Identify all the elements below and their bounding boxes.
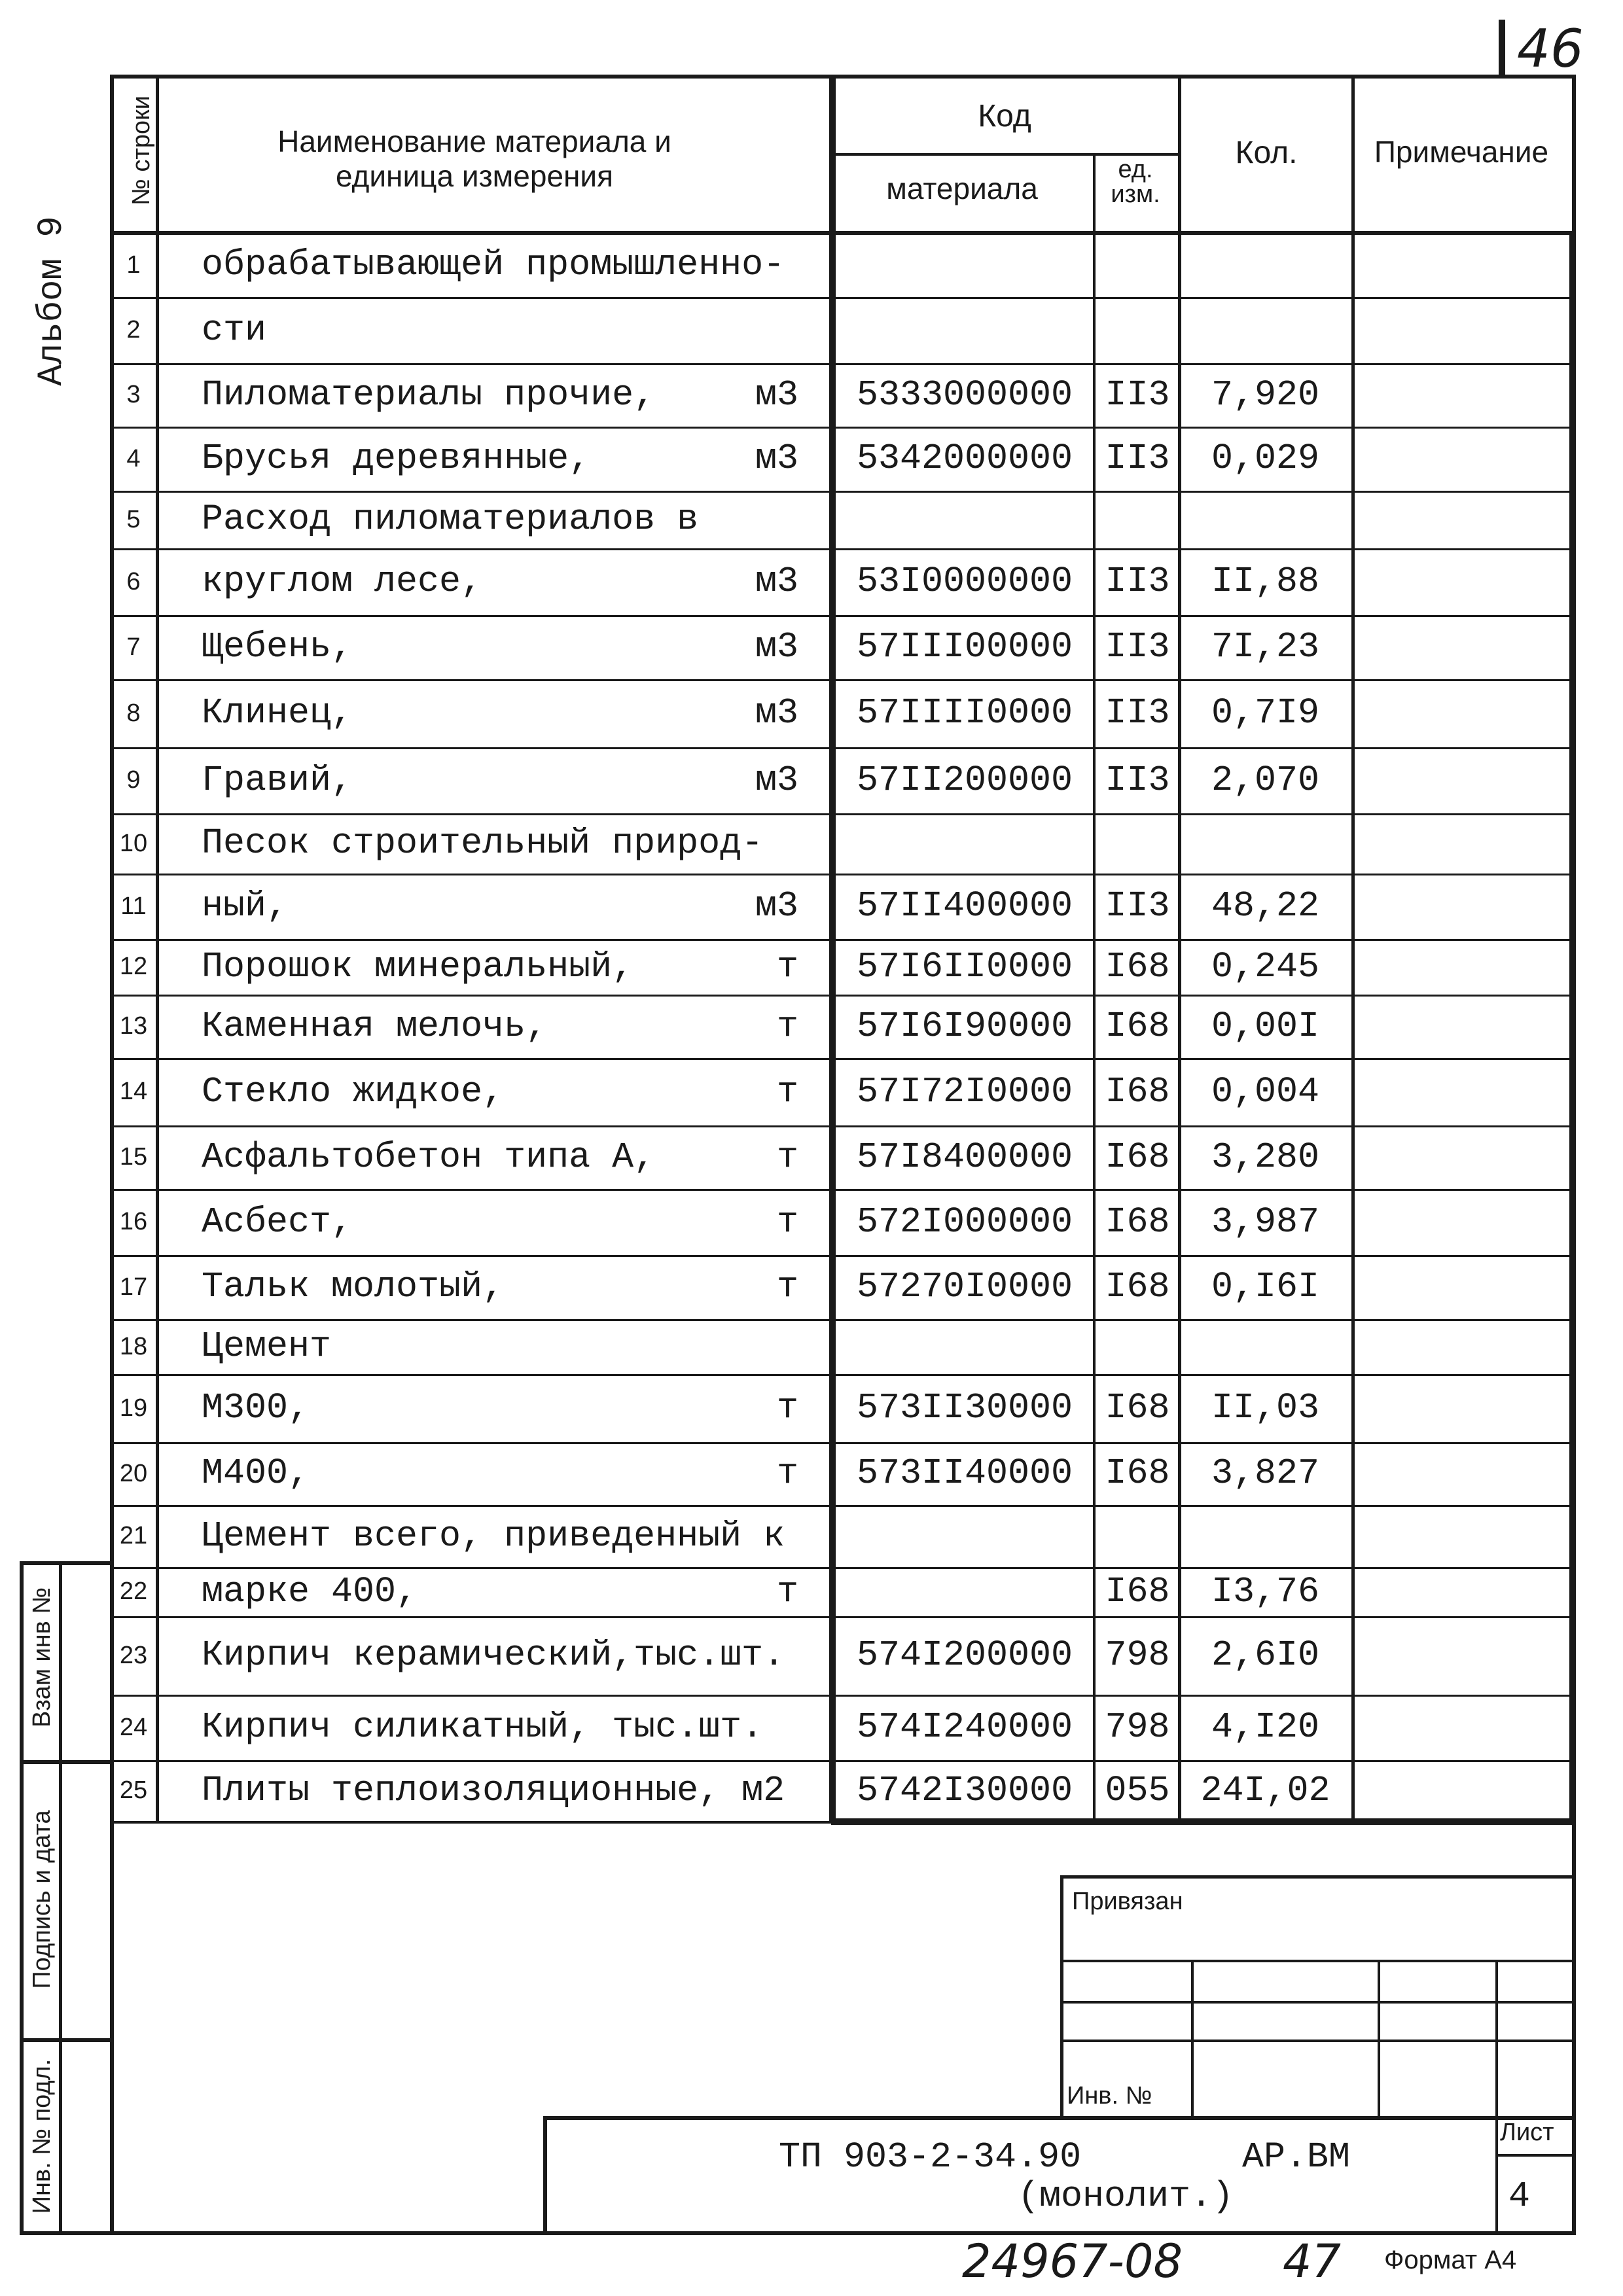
quantity: 0,7I9 bbox=[1211, 692, 1320, 733]
header-row-number: № строки bbox=[128, 96, 155, 205]
title-block-line bbox=[1378, 1960, 1380, 2117]
quantity: II,03 bbox=[1211, 1387, 1320, 1428]
title-block-line bbox=[1060, 1960, 1576, 1962]
material-code: 57I6I90000 bbox=[856, 1006, 1073, 1047]
material-name: Кирпич керамический,тыс.шт. bbox=[202, 1634, 785, 1676]
row-number: 15 bbox=[119, 1143, 148, 1171]
bound-to-label: Привязан bbox=[1072, 1888, 1183, 1915]
table-bottom-line bbox=[110, 1821, 831, 1824]
unit bbox=[726, 813, 798, 874]
material-code: 57270I0000 bbox=[856, 1266, 1073, 1307]
section: АР.ВМ bbox=[1242, 2136, 1351, 2178]
quantity: 24I,02 bbox=[1200, 1770, 1330, 1811]
row-number: 25 bbox=[119, 1776, 148, 1804]
title-block-line bbox=[1060, 2001, 1576, 2004]
unit: т bbox=[776, 1201, 798, 1243]
row-number: 23 bbox=[119, 1642, 148, 1669]
unit: м3 bbox=[755, 692, 798, 733]
material-code: 57II200000 bbox=[856, 760, 1073, 801]
material-code: 574I200000 bbox=[856, 1634, 1073, 1676]
unit-code: II3 bbox=[1105, 438, 1170, 479]
title-block-line bbox=[543, 2116, 1576, 2120]
quantity bbox=[1182, 1319, 1349, 1374]
row-number: 4 bbox=[126, 445, 141, 472]
header-quantity: Кол. bbox=[1235, 135, 1298, 170]
table-row bbox=[0, 1505, 1623, 1567]
table-row bbox=[0, 1058, 1623, 1125]
row-number: 19 bbox=[119, 1394, 148, 1422]
material-name: Каменная мелочь, bbox=[202, 1006, 548, 1047]
material-code bbox=[836, 491, 1093, 548]
row-number: 12 bbox=[119, 953, 148, 980]
unit bbox=[726, 1505, 798, 1567]
title-block-line bbox=[1495, 2154, 1576, 2157]
unit-code: II3 bbox=[1105, 626, 1170, 667]
material-code bbox=[836, 813, 1093, 874]
material-code: 573II30000 bbox=[856, 1387, 1073, 1428]
material-name: Асбест, bbox=[202, 1201, 353, 1243]
material-name: Песок строительный природ- bbox=[202, 822, 764, 864]
unit-code bbox=[1097, 491, 1178, 548]
table-row bbox=[0, 615, 1623, 679]
unit-code: II3 bbox=[1105, 374, 1170, 415]
unit: т bbox=[776, 1387, 798, 1428]
material-name: Асфальтобетон типа А, bbox=[202, 1137, 656, 1178]
unit: м3 bbox=[755, 760, 798, 801]
material-name: обрабатывающей промышленно- bbox=[202, 244, 785, 285]
quantity: 7I,23 bbox=[1211, 626, 1320, 667]
row-number: 3 bbox=[126, 381, 141, 408]
material-name: Кирпич силикатный, тыс.шт. bbox=[202, 1706, 764, 1748]
corner-mark bbox=[1499, 20, 1505, 79]
table-row bbox=[0, 1374, 1623, 1442]
quantity: 2,6I0 bbox=[1211, 1634, 1320, 1676]
unit-code: I68 bbox=[1105, 1266, 1170, 1307]
unit-code: I68 bbox=[1105, 1453, 1170, 1494]
quantity: 0,I6I bbox=[1211, 1266, 1320, 1307]
unit-code: I68 bbox=[1105, 1071, 1170, 1112]
material-name: Расход пиломатериалов в bbox=[202, 499, 699, 540]
quantity bbox=[1182, 813, 1349, 874]
unit: т bbox=[776, 1571, 798, 1612]
material-code bbox=[836, 233, 1093, 297]
unit-code: II3 bbox=[1105, 885, 1170, 927]
unit: м3 bbox=[755, 374, 798, 415]
unit-code: II3 bbox=[1105, 760, 1170, 801]
table-row bbox=[0, 1442, 1623, 1505]
quantity: 3,827 bbox=[1211, 1453, 1320, 1494]
material-name: Брусья деревянные, bbox=[202, 438, 591, 479]
side-strip-inv-replacement: Взам инв № bbox=[28, 1587, 56, 1728]
table-row bbox=[0, 813, 1623, 874]
row-number: 11 bbox=[120, 892, 147, 920]
page-number: 46 bbox=[1517, 18, 1584, 79]
material-code: 57III00000 bbox=[856, 626, 1073, 667]
quantity: 2,070 bbox=[1211, 760, 1320, 801]
unit bbox=[726, 1616, 798, 1695]
table-row bbox=[0, 297, 1623, 363]
material-code: 57I6II0000 bbox=[856, 946, 1073, 987]
designation: ТП 903-2-34.90 bbox=[779, 2136, 1082, 2178]
material-name: Цемент всего, приведенный к bbox=[202, 1515, 785, 1557]
header-material-code: материала bbox=[886, 171, 1038, 205]
material-code: 53I0000000 bbox=[856, 561, 1073, 602]
header-note: Примечание bbox=[1374, 135, 1549, 169]
row-number: 22 bbox=[119, 1578, 148, 1605]
unit bbox=[726, 1760, 798, 1821]
title-block-line bbox=[1060, 1875, 1576, 1879]
unit bbox=[726, 233, 798, 297]
material-code: 57II400000 bbox=[856, 885, 1073, 927]
unit: м3 bbox=[755, 885, 798, 927]
unit-code bbox=[1097, 1505, 1178, 1567]
row-number: 20 bbox=[119, 1460, 148, 1487]
unit-code bbox=[1097, 233, 1178, 297]
material-name: Пиломатериалы прочие, bbox=[202, 374, 656, 415]
material-code: 5742I30000 bbox=[856, 1770, 1073, 1811]
table-row bbox=[0, 747, 1623, 813]
unit-code: I68 bbox=[1105, 1137, 1170, 1178]
subtitle: (монолит.) bbox=[1018, 2176, 1234, 2217]
unit-code bbox=[1097, 1319, 1178, 1374]
title-block-line bbox=[1060, 1875, 1063, 2117]
unit-code: II3 bbox=[1105, 692, 1170, 733]
material-code: 573II40000 bbox=[856, 1453, 1073, 1494]
unit bbox=[726, 1319, 798, 1374]
table-row bbox=[0, 491, 1623, 548]
handwritten-page: 47 bbox=[1283, 2234, 1342, 2288]
material-code bbox=[836, 1319, 1093, 1374]
quantity: 48,22 bbox=[1211, 885, 1320, 927]
unit-code bbox=[1097, 297, 1178, 363]
header-name bbox=[229, 124, 720, 194]
unit: т bbox=[776, 1137, 798, 1178]
quantity: 7,920 bbox=[1211, 374, 1320, 415]
table-row bbox=[0, 679, 1623, 747]
row-number: 1 bbox=[126, 251, 141, 279]
material-name: Тальк молотый, bbox=[202, 1266, 505, 1307]
quantity: 3,987 bbox=[1211, 1201, 1320, 1243]
material-name: М400, bbox=[202, 1453, 310, 1494]
material-name: М300, bbox=[202, 1387, 310, 1428]
unit bbox=[726, 1695, 798, 1760]
material-name: Гравий, bbox=[202, 760, 353, 801]
table-row bbox=[0, 1125, 1623, 1189]
unit: т bbox=[776, 1453, 798, 1494]
table-row bbox=[0, 1616, 1623, 1695]
quantity bbox=[1182, 491, 1349, 548]
table-row bbox=[0, 1760, 1623, 1821]
format-label: Формат А4 bbox=[1384, 2246, 1517, 2274]
unit-code: 798 bbox=[1105, 1706, 1170, 1748]
side-strip-inv-original: Инв. № подл. bbox=[28, 2058, 56, 2214]
unit bbox=[726, 491, 798, 548]
header-name-line2: единица измерения bbox=[335, 158, 614, 193]
unit-code: I68 bbox=[1105, 1201, 1170, 1243]
table-row bbox=[0, 1695, 1623, 1760]
material-code: 5342000000 bbox=[856, 438, 1073, 479]
quantity: I3,76 bbox=[1211, 1571, 1320, 1612]
unit: т bbox=[776, 1266, 798, 1307]
material-name: Порошок минеральный, bbox=[202, 946, 634, 987]
side-strip-signature-date: Подпись и дата bbox=[28, 1810, 56, 1989]
row-number: 21 bbox=[119, 1522, 148, 1549]
material-name: круглом лесе, bbox=[202, 561, 483, 602]
table-row bbox=[0, 939, 1623, 995]
unit-code: I68 bbox=[1105, 1006, 1170, 1047]
quantity: 0,245 bbox=[1211, 946, 1320, 987]
table-row bbox=[0, 233, 1623, 297]
unit-code: 055 bbox=[1105, 1770, 1170, 1811]
unit-code: I68 bbox=[1105, 1571, 1170, 1612]
row-number: 2 bbox=[126, 316, 141, 344]
material-code: 57IIII0000 bbox=[856, 692, 1073, 733]
quantity: 0,004 bbox=[1211, 1071, 1320, 1112]
material-name: Клинец, bbox=[202, 692, 353, 733]
table-row bbox=[0, 874, 1623, 939]
row-number: 14 bbox=[119, 1078, 148, 1105]
row-number: 9 bbox=[126, 766, 141, 794]
unit-code: II3 bbox=[1105, 561, 1170, 602]
material-name: Стекло жидкое, bbox=[202, 1071, 505, 1112]
unit: м3 bbox=[755, 438, 798, 479]
material-code bbox=[836, 297, 1093, 363]
material-code: 5333000000 bbox=[856, 374, 1073, 415]
row-number: 8 bbox=[126, 699, 141, 727]
sheet-label: Лист bbox=[1500, 2119, 1554, 2146]
quantity bbox=[1182, 233, 1349, 297]
header-code: Код bbox=[978, 99, 1031, 133]
unit: т bbox=[776, 1006, 798, 1047]
header-unit-code bbox=[1093, 157, 1178, 207]
row-number: 18 bbox=[119, 1333, 148, 1360]
header-name-line1: Наименование материала и bbox=[277, 124, 671, 158]
unit-code: 798 bbox=[1105, 1634, 1170, 1676]
unit: т bbox=[776, 946, 798, 987]
row-number: 7 bbox=[126, 633, 141, 661]
unit-code bbox=[1097, 813, 1178, 874]
material-code bbox=[836, 1567, 1093, 1616]
row-number: 13 bbox=[119, 1012, 148, 1040]
quantity: 4,I20 bbox=[1211, 1706, 1320, 1748]
sheet-number: 4 bbox=[1508, 2176, 1531, 2217]
material-code: 572I000000 bbox=[856, 1201, 1073, 1243]
material-code: 57I8400000 bbox=[856, 1137, 1073, 1178]
handwritten-number: 24967-08 bbox=[962, 2234, 1183, 2288]
row-number: 17 bbox=[119, 1273, 148, 1301]
material-name: сти bbox=[202, 309, 267, 351]
material-name: марке 400, bbox=[202, 1571, 418, 1612]
unit-code: I68 bbox=[1105, 1387, 1170, 1428]
quantity bbox=[1182, 297, 1349, 363]
material-name: Цемент bbox=[202, 1326, 332, 1367]
title-block-line bbox=[543, 2116, 547, 2235]
table-row bbox=[0, 1319, 1623, 1374]
material-name: Щебень, bbox=[202, 626, 353, 667]
material-code: 57I72I0000 bbox=[856, 1071, 1073, 1112]
album-label: Альбом 9 bbox=[32, 216, 72, 386]
unit: м3 bbox=[755, 626, 798, 667]
material-name: Плиты теплоизоляционные, м2 bbox=[202, 1770, 785, 1811]
quantity bbox=[1182, 1505, 1349, 1567]
table-row bbox=[0, 1189, 1623, 1255]
quantity: 3,280 bbox=[1211, 1137, 1320, 1178]
header-unit-code-line2: изм. bbox=[1111, 181, 1160, 208]
title-block-line bbox=[1060, 2040, 1576, 2042]
quantity: II,88 bbox=[1211, 561, 1320, 602]
material-name: ный, bbox=[202, 885, 289, 927]
table-row bbox=[0, 548, 1623, 615]
row-number: 5 bbox=[126, 506, 141, 533]
header-unit-code-line1: ед. bbox=[1118, 156, 1153, 183]
unit: т bbox=[776, 1071, 798, 1112]
material-code: 574I240000 bbox=[856, 1706, 1073, 1748]
unit: м3 bbox=[755, 561, 798, 602]
table-row bbox=[0, 363, 1623, 427]
title-block-line bbox=[1191, 1960, 1194, 2117]
quantity: 0,029 bbox=[1211, 438, 1320, 479]
row-number: 24 bbox=[119, 1714, 148, 1741]
table-row bbox=[0, 427, 1623, 491]
table-row bbox=[0, 995, 1623, 1058]
row-number: 6 bbox=[126, 568, 141, 595]
table-row bbox=[0, 1567, 1623, 1616]
table-row bbox=[0, 1255, 1623, 1319]
inv-no-label: Инв. № bbox=[1067, 2082, 1152, 2110]
title-block-line bbox=[1495, 1960, 1498, 2234]
row-number: 10 bbox=[119, 830, 148, 857]
quantity: 0,00I bbox=[1211, 1006, 1320, 1047]
unit-code: I68 bbox=[1105, 946, 1170, 987]
material-code bbox=[836, 1505, 1093, 1567]
row-number: 16 bbox=[119, 1208, 148, 1235]
unit bbox=[726, 297, 798, 363]
